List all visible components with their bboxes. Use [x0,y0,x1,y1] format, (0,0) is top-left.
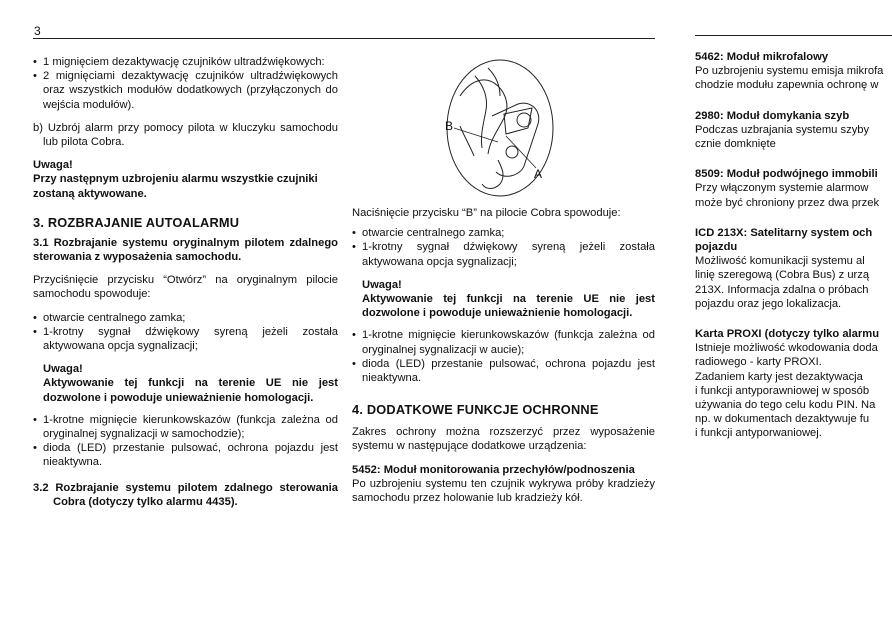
module-5462-line: Po uzbrojeniu systemu emisja mikrofa [695,65,884,78]
proxi-line: Zadaniem karty jest dezaktywacja [695,370,863,383]
column-left [33,55,338,509]
list-item: • otwarcie centralnego zamka; [33,311,338,325]
list-item: • 1 mignięciem dezaktywację czujników ultradźwiękowych: [33,55,338,69]
deactivation-options-list [33,55,338,112]
subsection-3-1-list [33,311,338,354]
figure-label-a: A [534,167,543,181]
proxi-line: używania do tego celu kodu PIN. Na [695,399,876,412]
step-b-text: Uzbrój alarm przy pomocy pilota w kluczyku samochodu lub pilota Cobra. [43,121,338,149]
module-8509-title: 8509: Moduł podwójnego immobili [695,168,878,181]
step-b [33,121,338,149]
module-8509-line: Przy włączonym systemie alarmow [695,182,869,195]
module-5452-text: Po uzbrojeniu systemu ten czujnik wykrywa próby kradzieży samochodu przez holowanie lub kradzieży kół. [352,477,655,505]
proxi-line: i funkcji antyporwaniowej. [695,427,822,440]
module-2980-line: cznie domknięte [695,138,776,151]
section-4-title: 4. DODATKOWE FUNKCJE OCHRONNE [352,402,599,418]
module-5462-line: chodzie modułu zapewnia ochronę w [695,79,879,92]
proxi-line: Istnieje możliwość wkodowania doda [695,342,878,355]
module-2980-line: Podczas uzbrajania systemu szyby [695,123,870,136]
list-item: • dioda (LED) przestanie pulsować, ochrona pojazdu jest nieaktywna. [352,357,655,385]
proxi-line: radiowego - karty PROXI. [695,356,822,369]
subsection-3-2-title: 3.2 Rozbrajanie systemu pilotem zdalnego sterowania Cobra (dotyczy tylko alarmu 4435). [33,481,338,508]
warning-text: Aktywowanie tej funkcji na terenie UE nie jest dozwolone i powoduje unieważnienie homologacji. [362,293,655,320]
icd-line: linię szeregową (Cobra Bus) z urzą [695,269,870,282]
cobra-list-2 [352,328,655,385]
section-3-title: 3. ROZBRAJANIE AUTOALARMU [33,214,240,230]
section-4-text: Zakres ochrony można rozszerzyć przez wyposażenie systemu w następujące dodatkowe urządzenia: [352,426,655,453]
proxi-title: Karta PROXI (dotyczy tylko alarmu [695,328,880,341]
warning-text: Przy następnym uzbrojeniu alarmu wszystkie czujniki zostaną aktywowane. [33,173,318,200]
list-item: • 2 mignięciami dezaktywację czujników ultradźwiękowych oraz wszystkich modułów dodatkowych (przyłączonych do wejścia modułów). [33,69,338,112]
list-item: • 1-krotne mignięcie kierunkowskazów (funkcja zależna od oryginalnej sygnalizacji w samochodzie); [33,413,338,441]
warning-title: Uwaga! [33,159,73,172]
column-right [695,50,892,441]
subsection-3-1-title: 3.1 Rozbrajanie systemu oryginalnym pilotem zdalnego sterowania z wyposażenia samochodu. [33,236,338,264]
list-item: • 1-krotny sygnał dźwiękowy syreną jeżeli została aktywowana opcja sygnalizacji; [33,325,338,353]
cobra-list [352,226,655,269]
icd-title: ICD 213X: Satelitarny system och [695,226,873,239]
column-middle [352,206,655,505]
proxi-line: i funkcji antyporawniowej w sposób [695,384,870,397]
warning-title: Uwaga! [43,363,83,376]
module-2980-title: 2980: Moduł domykania szyb [695,109,850,122]
module-8509-line: może być chroniony przez dwa przek [695,196,880,209]
list-item: • dioda (LED) przestanie pulsować, ochrona pojazdu jest nieaktywna. [33,441,338,469]
icd-title: pojazdu [695,241,738,254]
warning-text: Aktywowanie tej funkcji na terenie UE nie jest dozwolone i powoduje unieważnienie homologacji. [43,377,338,404]
subsection-3-1-list-2 [33,413,338,470]
key-fob-hand-icon [440,56,560,202]
proxi-line: np. w dokumentach dezaktywuje fu [695,413,870,426]
page-number: 3 [34,24,41,38]
list-item: • 1-krotne mignięcie kierunkowskazów (funkcja zależna od oryginalnej sygnalizacji w aucie); [352,328,655,356]
header-rule-right [695,35,892,36]
module-5452-title: 5452: Moduł monitorowania przechyłów/podnoszenia [352,463,635,476]
list-item: • otwarcie centralnego zamka; [352,226,655,240]
icd-line: pojazdu oraz jego lokalizacja. [695,297,842,310]
icd-line: Możliwość komunikacji systemu al [695,255,865,268]
step-b-label: b) [33,121,43,134]
icd-line: 213X. Informacja zdalna o próbach [695,283,869,296]
subsection-3-1-intro: Przyciśnięcie przycisku “Otwórz” na oryginalnym pilocie samochodu spowoduje: [33,274,338,301]
list-item: • 1-krotny sygnał dźwiękowy syreną jeżeli została aktywowana opcja sygnalizacji; [352,240,655,268]
cobra-intro: Naciśnięcie przycisku “B” na pilocie Cobra spowoduje: [352,207,621,219]
warning-title: Uwaga! [362,278,402,291]
figure-label-b: B [445,119,454,133]
remote-control-illustration [440,56,560,202]
module-5462-title: 5462: Moduł mikrofalowy [695,51,829,63]
header-rule-left [33,38,655,39]
